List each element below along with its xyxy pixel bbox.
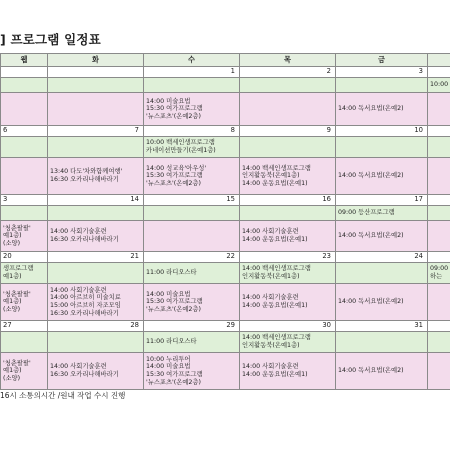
afternoon-row <box>1 221 450 252</box>
date-row <box>1 195 450 206</box>
event-text: (소양) <box>3 239 21 247</box>
date-cell: 7 <box>48 126 144 137</box>
event-text: 인지활동북(온예1층) <box>242 342 300 349</box>
event-cell <box>1 284 48 321</box>
date-cell: 15 <box>144 195 240 206</box>
event-cell <box>1 221 48 252</box>
event-text: 10:00 <box>430 81 449 89</box>
afternoon-row <box>1 158 450 195</box>
event-cell <box>144 353 240 390</box>
event-cell <box>144 263 240 284</box>
weekday-header: 목 <box>240 54 336 67</box>
date-cell: 10 <box>336 126 428 137</box>
event-cell <box>48 78 144 93</box>
event-cell <box>428 284 450 321</box>
schedule-table <box>0 53 450 390</box>
event-cell <box>428 93 450 126</box>
event-cell <box>240 263 336 284</box>
event-cell <box>428 137 450 158</box>
event-text: '뉴스포츠'(온예2층) <box>146 305 201 313</box>
event-text: 14:00 사회기술훈련 <box>242 363 299 371</box>
event-text: 14:00 운동요법(온예1) <box>242 371 308 378</box>
event-text: 16:30 오카리나해바라기 <box>50 176 119 183</box>
event-text: 예1층) <box>3 298 22 306</box>
event-text: '청춘팔팔' <box>3 290 31 298</box>
event-cell <box>428 353 450 390</box>
event-cell <box>336 206 428 221</box>
afternoon-row <box>1 353 450 390</box>
event-text: 10:00 백세인생프로그램 <box>146 139 215 147</box>
date-cell: 24 <box>336 252 428 263</box>
event-cell <box>240 78 336 93</box>
weekday-header: 금 <box>336 54 428 67</box>
date-cell: 3 <box>1 195 48 206</box>
afternoon-row <box>1 93 450 126</box>
event-text: 14:00 운동요법(온예1) <box>242 302 308 309</box>
event-text: 인지활동북(온예1층) <box>242 172 300 180</box>
event-text: 생프로그램 <box>3 265 34 273</box>
event-cell <box>1 353 48 390</box>
event-text: 14:00 운동요법(온예1) <box>242 236 308 243</box>
event-cell <box>48 263 144 284</box>
afternoon-row <box>1 284 450 321</box>
date-cell: 14 <box>48 195 144 206</box>
event-cell <box>48 206 144 221</box>
date-cell <box>428 195 450 206</box>
event-text: 14:00 사회기술훈련 <box>242 228 299 236</box>
event-text: 15:00 아르브히 자조모임 <box>50 302 121 309</box>
event-text: 14:00 사회기술훈련 <box>50 286 107 294</box>
date-cell <box>48 67 144 78</box>
date-cell <box>1 67 48 78</box>
date-cell: 20 <box>1 252 48 263</box>
weekday-header-row <box>1 54 450 67</box>
date-row <box>1 67 450 78</box>
event-text: 14:00 독서요법(온예2) <box>338 105 404 113</box>
event-cell <box>144 284 240 321</box>
event-cell <box>1 93 48 126</box>
event-text: (소양) <box>3 305 21 313</box>
date-cell <box>428 126 450 137</box>
event-cell <box>240 221 336 252</box>
date-cell: 23 <box>240 252 336 263</box>
event-text: 14:00 미술요법 <box>146 363 191 371</box>
event-cell <box>1 137 48 158</box>
event-text: 15:30 여가프로그램 <box>146 105 203 113</box>
event-cell <box>428 332 450 353</box>
morning-row <box>1 206 450 221</box>
event-text: '청춘팔팔' <box>3 224 31 232</box>
event-text: '뉴스포츠'(온예2층) <box>146 112 201 120</box>
event-text: 14:00 미술요법 <box>146 97 191 105</box>
event-text: 09:00 등산프로그램 <box>338 209 395 217</box>
event-cell <box>144 158 240 195</box>
date-cell <box>428 252 450 263</box>
event-text: 14:00 성교육'아우성' <box>146 164 207 172</box>
date-cell: 29 <box>144 321 240 332</box>
date-cell: 30 <box>240 321 336 332</box>
event-cell <box>48 284 144 321</box>
event-text: 14:00 미술요법 <box>146 290 191 298</box>
weekday-header <box>428 54 450 67</box>
event-cell <box>336 353 428 390</box>
event-text: 예1층) <box>3 273 22 280</box>
event-text: 예1층) <box>3 367 22 375</box>
event-cell <box>48 353 144 390</box>
date-cell: 31 <box>336 321 428 332</box>
event-text: 13:40 다도'차와함께여행' <box>50 168 123 176</box>
event-text: 14:00 백세인생프로그램 <box>242 334 311 342</box>
date-cell <box>428 67 450 78</box>
event-text: 14:00 사회기술훈련 <box>242 294 299 302</box>
event-cell <box>428 263 450 284</box>
event-text: 11:00 라디오스타 <box>146 338 197 346</box>
date-cell: 3 <box>336 67 428 78</box>
event-cell <box>240 353 336 390</box>
footer-note: 16시 소통의시간 /원내 작업 수시 진행 <box>0 391 126 400</box>
event-cell <box>240 284 336 321</box>
morning-row <box>1 332 450 353</box>
morning-row <box>1 137 450 158</box>
event-cell <box>144 206 240 221</box>
event-cell <box>428 221 450 252</box>
event-cell <box>428 158 450 195</box>
event-text: 14:00 백세인생프로그램 <box>242 265 311 273</box>
date-cell: 28 <box>48 321 144 332</box>
date-cell: 17 <box>336 195 428 206</box>
event-cell <box>336 221 428 252</box>
event-text: 예1층) <box>3 232 22 240</box>
date-cell: 9 <box>240 126 336 137</box>
event-text: 15:30 여가프로그램 <box>146 298 203 306</box>
event-cell <box>428 206 450 221</box>
weekday-header: 웹 <box>1 54 48 67</box>
event-text: 15:30 여가프로그램 <box>146 371 203 378</box>
event-text: 14:00 사회기술훈련 <box>50 363 107 371</box>
event-cell <box>48 332 144 353</box>
event-cell <box>48 158 144 195</box>
event-cell <box>1 206 48 221</box>
event-cell <box>336 93 428 126</box>
event-cell <box>240 158 336 195</box>
event-cell <box>336 137 428 158</box>
event-text: 14:00 독서요법(온예2) <box>338 367 404 375</box>
event-cell <box>336 158 428 195</box>
event-cell <box>240 206 336 221</box>
event-text: 14:00 독서요법(온예2) <box>338 232 404 240</box>
event-text: (소양) <box>3 374 21 382</box>
event-text: 10:00 누리투어 <box>146 355 191 363</box>
event-text: '뉴스포츠'(온예2층) <box>146 378 201 386</box>
event-text: '뉴스포츠'(온예2층) <box>146 179 201 187</box>
event-cell <box>144 93 240 126</box>
event-cell <box>48 137 144 158</box>
event-text: 14:00 운동요법(온예1) <box>242 179 308 187</box>
morning-row <box>1 78 450 93</box>
event-cell <box>336 78 428 93</box>
date-cell: 16 <box>240 195 336 206</box>
event-text: 16:30 오카리나해바라기 <box>50 309 119 317</box>
weekday-header: 화 <box>48 54 144 67</box>
event-cell <box>144 221 240 252</box>
date-cell <box>428 321 450 332</box>
event-text: 16:30 오카리나해바라기 <box>50 371 119 378</box>
date-cell: 8 <box>144 126 240 137</box>
event-cell <box>240 332 336 353</box>
weekday-header: 수 <box>144 54 240 67</box>
event-text: 카네이션만들기(온예1층) <box>146 147 216 154</box>
event-text: 09:00 <box>430 265 449 273</box>
event-text: 14:00 독서요법(온예2) <box>338 172 404 180</box>
event-text: 11:00 라디오스타 <box>146 269 197 277</box>
event-cell <box>240 137 336 158</box>
event-text: 하는 <box>430 273 443 280</box>
event-text: 14:00 백세인생프로그램 <box>242 164 311 172</box>
date-cell: 21 <box>48 252 144 263</box>
date-row <box>1 126 450 137</box>
date-row <box>1 252 450 263</box>
event-cell <box>1 158 48 195</box>
date-cell: 6 <box>1 126 48 137</box>
date-cell: 27 <box>1 321 48 332</box>
page-title: ] 프로그램 일정표 <box>0 32 101 47</box>
event-cell <box>240 93 336 126</box>
event-cell <box>1 78 48 93</box>
event-cell <box>428 78 450 93</box>
event-text: 14:00 사회기술훈련 <box>50 228 107 236</box>
event-text: 14:00 아르브히 미술치료 <box>50 294 121 302</box>
event-text: 16:30 오카리나해바라기 <box>50 236 119 243</box>
event-text: 인지활동북(온예1층) <box>242 273 300 280</box>
event-text: 15:30 여가프로그램 <box>146 172 203 180</box>
date-row <box>1 321 450 332</box>
event-cell <box>48 221 144 252</box>
event-cell <box>144 137 240 158</box>
date-cell: 1 <box>144 67 240 78</box>
event-text: '청춘팔팔' <box>3 359 31 367</box>
morning-row <box>1 263 450 284</box>
event-cell <box>336 332 428 353</box>
event-cell <box>336 284 428 321</box>
event-cell <box>144 332 240 353</box>
event-text: 14:00 독서요법(온예2) <box>338 298 404 306</box>
event-cell <box>144 78 240 93</box>
event-cell <box>1 332 48 353</box>
date-cell: 22 <box>144 252 240 263</box>
event-cell <box>48 93 144 126</box>
date-cell: 2 <box>240 67 336 78</box>
event-cell <box>336 263 428 284</box>
event-cell <box>1 263 48 284</box>
schedule-body <box>1 54 450 390</box>
